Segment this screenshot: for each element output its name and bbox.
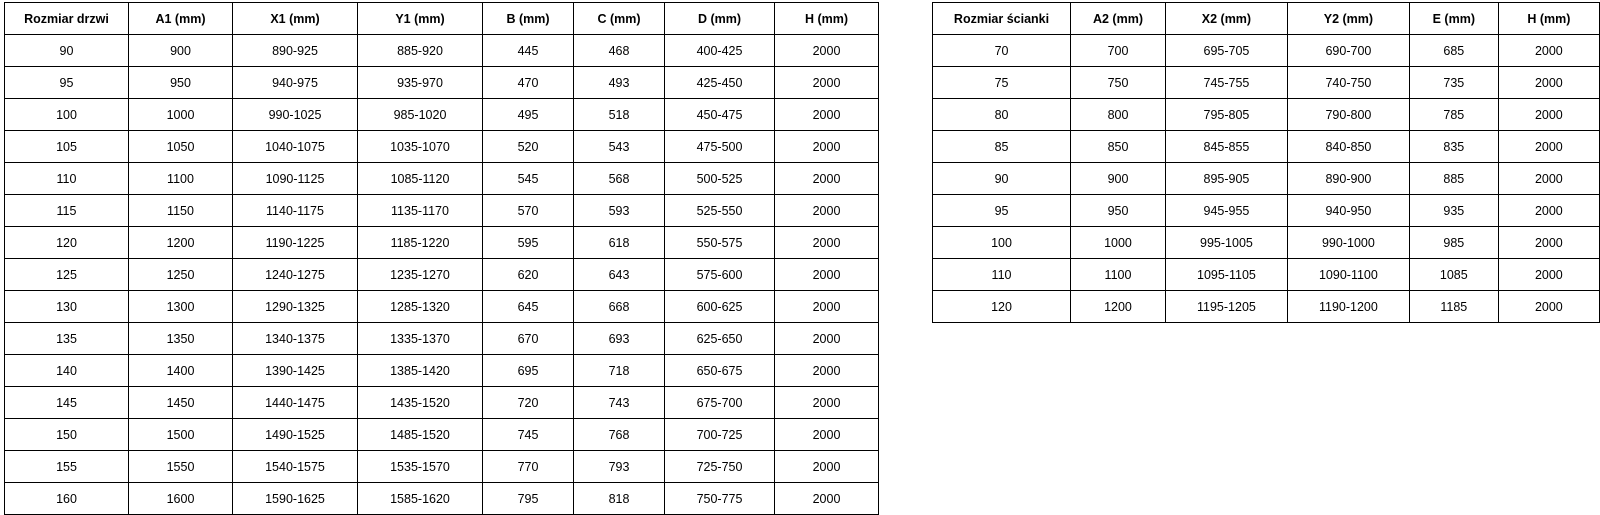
walls-table-head xyxy=(933,3,1600,35)
walls-cell: 1190-1200 xyxy=(1287,291,1409,323)
doors-cell: 620 xyxy=(483,259,574,291)
doors-cell: 600-625 xyxy=(665,291,775,323)
table-row xyxy=(5,99,879,131)
table-row xyxy=(933,67,1600,99)
doors-column-header: Rozmiar drzwi xyxy=(5,3,129,35)
walls-cell: 840-850 xyxy=(1287,131,1409,163)
walls-dimensions-table xyxy=(932,2,1600,323)
doors-cell: 695 xyxy=(483,355,574,387)
doors-cell: 545 xyxy=(483,163,574,195)
doors-table-body xyxy=(5,35,879,515)
walls-cell: 110 xyxy=(933,259,1071,291)
walls-cell: 1085 xyxy=(1409,259,1498,291)
walls-column-header: Rozmiar ścianki xyxy=(933,3,1071,35)
table-row xyxy=(5,323,879,355)
doors-cell: 2000 xyxy=(775,67,879,99)
doors-cell: 90 xyxy=(5,35,129,67)
table-row xyxy=(5,163,879,195)
doors-cell: 1200 xyxy=(129,227,233,259)
walls-cell: 1090-1100 xyxy=(1287,259,1409,291)
walls-cell: 750 xyxy=(1071,67,1166,99)
doors-cell: 2000 xyxy=(775,451,879,483)
doors-cell: 2000 xyxy=(775,163,879,195)
walls-cell: 985 xyxy=(1409,227,1498,259)
doors-cell: 720 xyxy=(483,387,574,419)
walls-cell: 95 xyxy=(933,195,1071,227)
table-row xyxy=(933,163,1600,195)
walls-cell: 1185 xyxy=(1409,291,1498,323)
doors-cell: 493 xyxy=(574,67,665,99)
walls-column-header: H (mm) xyxy=(1498,3,1599,35)
table-row xyxy=(5,451,879,483)
walls-cell: 100 xyxy=(933,227,1071,259)
walls-cell: 2000 xyxy=(1498,67,1599,99)
doors-cell: 105 xyxy=(5,131,129,163)
walls-table-body xyxy=(933,35,1600,323)
doors-cell: 1550 xyxy=(129,451,233,483)
doors-cell: 985-1020 xyxy=(358,99,483,131)
doors-cell: 425-450 xyxy=(665,67,775,99)
walls-cell: 2000 xyxy=(1498,195,1599,227)
table-header-row xyxy=(5,3,879,35)
doors-cell: 1035-1070 xyxy=(358,131,483,163)
doors-cell: 1390-1425 xyxy=(233,355,358,387)
doors-cell: 2000 xyxy=(775,99,879,131)
doors-cell: 1400 xyxy=(129,355,233,387)
doors-cell: 1285-1320 xyxy=(358,291,483,323)
doors-cell: 2000 xyxy=(775,483,879,515)
doors-column-header: A1 (mm) xyxy=(129,3,233,35)
table-header-row xyxy=(933,3,1600,35)
table-row xyxy=(5,355,879,387)
doors-cell: 2000 xyxy=(775,227,879,259)
doors-cell: 1350 xyxy=(129,323,233,355)
walls-cell: 2000 xyxy=(1498,163,1599,195)
doors-cell: 595 xyxy=(483,227,574,259)
doors-cell: 900 xyxy=(129,35,233,67)
walls-column-header: E (mm) xyxy=(1409,3,1498,35)
doors-cell: 1085-1120 xyxy=(358,163,483,195)
doors-cell: 668 xyxy=(574,291,665,323)
doors-cell: 575-600 xyxy=(665,259,775,291)
walls-cell: 845-855 xyxy=(1165,131,1287,163)
doors-cell: 1050 xyxy=(129,131,233,163)
walls-cell: 935 xyxy=(1409,195,1498,227)
walls-cell: 835 xyxy=(1409,131,1498,163)
table-row xyxy=(933,259,1600,291)
doors-cell: 768 xyxy=(574,419,665,451)
doors-cell: 1190-1225 xyxy=(233,227,358,259)
doors-cell: 115 xyxy=(5,195,129,227)
doors-cell: 1235-1270 xyxy=(358,259,483,291)
doors-cell: 1490-1525 xyxy=(233,419,358,451)
walls-column-header: X2 (mm) xyxy=(1165,3,1287,35)
doors-cell: 1000 xyxy=(129,99,233,131)
walls-cell: 70 xyxy=(933,35,1071,67)
walls-cell: 1195-1205 xyxy=(1165,291,1287,323)
doors-cell: 940-975 xyxy=(233,67,358,99)
doors-cell: 2000 xyxy=(775,323,879,355)
table-row xyxy=(933,195,1600,227)
table-row xyxy=(5,227,879,259)
table-row xyxy=(5,259,879,291)
walls-cell: 850 xyxy=(1071,131,1166,163)
walls-cell: 2000 xyxy=(1498,99,1599,131)
table-row xyxy=(5,387,879,419)
doors-cell: 145 xyxy=(5,387,129,419)
walls-cell: 685 xyxy=(1409,35,1498,67)
walls-cell: 895-905 xyxy=(1165,163,1287,195)
walls-cell: 1000 xyxy=(1071,227,1166,259)
doors-cell: 1290-1325 xyxy=(233,291,358,323)
doors-cell: 495 xyxy=(483,99,574,131)
doors-cell: 135 xyxy=(5,323,129,355)
doors-cell: 1240-1275 xyxy=(233,259,358,291)
doors-column-header: Y1 (mm) xyxy=(358,3,483,35)
table-row xyxy=(5,35,879,67)
doors-cell: 650-675 xyxy=(665,355,775,387)
doors-cell: 120 xyxy=(5,227,129,259)
doors-cell: 160 xyxy=(5,483,129,515)
doors-cell: 1440-1475 xyxy=(233,387,358,419)
doors-cell: 670 xyxy=(483,323,574,355)
table-row xyxy=(933,291,1600,323)
walls-cell: 995-1005 xyxy=(1165,227,1287,259)
walls-cell: 90 xyxy=(933,163,1071,195)
doors-table-head xyxy=(5,3,879,35)
doors-column-header: X1 (mm) xyxy=(233,3,358,35)
doors-cell: 675-700 xyxy=(665,387,775,419)
doors-cell: 1340-1375 xyxy=(233,323,358,355)
walls-cell: 1200 xyxy=(1071,291,1166,323)
walls-cell: 700 xyxy=(1071,35,1166,67)
walls-cell: 950 xyxy=(1071,195,1166,227)
doors-cell: 450-475 xyxy=(665,99,775,131)
doors-dimensions-table xyxy=(4,2,879,515)
walls-cell: 745-755 xyxy=(1165,67,1287,99)
doors-cell: 110 xyxy=(5,163,129,195)
doors-column-header: B (mm) xyxy=(483,3,574,35)
doors-cell: 2000 xyxy=(775,259,879,291)
doors-cell: 935-970 xyxy=(358,67,483,99)
doors-cell: 155 xyxy=(5,451,129,483)
doors-dimensions-table-container xyxy=(4,2,879,515)
doors-cell: 725-750 xyxy=(665,451,775,483)
table-row xyxy=(933,35,1600,67)
doors-cell: 1590-1625 xyxy=(233,483,358,515)
walls-cell: 120 xyxy=(933,291,1071,323)
table-row xyxy=(933,227,1600,259)
walls-cell: 795-805 xyxy=(1165,99,1287,131)
doors-cell: 1300 xyxy=(129,291,233,323)
doors-cell: 793 xyxy=(574,451,665,483)
table-row xyxy=(5,291,879,323)
walls-cell: 1095-1105 xyxy=(1165,259,1287,291)
doors-cell: 1040-1075 xyxy=(233,131,358,163)
walls-cell: 900 xyxy=(1071,163,1166,195)
doors-cell: 693 xyxy=(574,323,665,355)
doors-cell: 2000 xyxy=(775,419,879,451)
doors-cell: 718 xyxy=(574,355,665,387)
walls-column-header: A2 (mm) xyxy=(1071,3,1166,35)
doors-cell: 1485-1520 xyxy=(358,419,483,451)
table-row xyxy=(5,483,879,515)
doors-cell: 1540-1575 xyxy=(233,451,358,483)
doors-column-header: H (mm) xyxy=(775,3,879,35)
doors-cell: 643 xyxy=(574,259,665,291)
doors-cell: 1185-1220 xyxy=(358,227,483,259)
doors-cell: 2000 xyxy=(775,195,879,227)
walls-cell: 2000 xyxy=(1498,131,1599,163)
walls-cell: 885 xyxy=(1409,163,1498,195)
doors-cell: 1450 xyxy=(129,387,233,419)
table-row xyxy=(933,131,1600,163)
doors-cell: 2000 xyxy=(775,355,879,387)
doors-cell: 568 xyxy=(574,163,665,195)
doors-cell: 445 xyxy=(483,35,574,67)
doors-cell: 990-1025 xyxy=(233,99,358,131)
doors-cell: 1500 xyxy=(129,419,233,451)
doors-cell: 100 xyxy=(5,99,129,131)
walls-cell: 785 xyxy=(1409,99,1498,131)
walls-cell: 800 xyxy=(1071,99,1166,131)
doors-cell: 750-775 xyxy=(665,483,775,515)
doors-cell: 1435-1520 xyxy=(358,387,483,419)
walls-cell: 740-750 xyxy=(1287,67,1409,99)
doors-cell: 2000 xyxy=(775,291,879,323)
table-row xyxy=(933,99,1600,131)
walls-cell: 2000 xyxy=(1498,227,1599,259)
walls-cell: 945-955 xyxy=(1165,195,1287,227)
table-row xyxy=(5,67,879,99)
doors-cell: 1140-1175 xyxy=(233,195,358,227)
doors-cell: 700-725 xyxy=(665,419,775,451)
doors-cell: 890-925 xyxy=(233,35,358,67)
doors-cell: 500-525 xyxy=(665,163,775,195)
doors-cell: 125 xyxy=(5,259,129,291)
walls-cell: 695-705 xyxy=(1165,35,1287,67)
walls-cell: 690-700 xyxy=(1287,35,1409,67)
doors-cell: 1600 xyxy=(129,483,233,515)
doors-cell: 1385-1420 xyxy=(358,355,483,387)
doors-cell: 468 xyxy=(574,35,665,67)
doors-cell: 1585-1620 xyxy=(358,483,483,515)
doors-cell: 885-920 xyxy=(358,35,483,67)
doors-column-header: D (mm) xyxy=(665,3,775,35)
doors-cell: 1535-1570 xyxy=(358,451,483,483)
doors-cell: 745 xyxy=(483,419,574,451)
doors-cell: 795 xyxy=(483,483,574,515)
walls-cell: 1100 xyxy=(1071,259,1166,291)
walls-cell: 790-800 xyxy=(1287,99,1409,131)
table-row xyxy=(5,131,879,163)
doors-cell: 1100 xyxy=(129,163,233,195)
walls-cell: 735 xyxy=(1409,67,1498,99)
doors-cell: 570 xyxy=(483,195,574,227)
doors-column-header: C (mm) xyxy=(574,3,665,35)
walls-cell: 85 xyxy=(933,131,1071,163)
doors-cell: 518 xyxy=(574,99,665,131)
walls-cell: 890-900 xyxy=(1287,163,1409,195)
walls-cell: 990-1000 xyxy=(1287,227,1409,259)
doors-cell: 2000 xyxy=(775,131,879,163)
doors-cell: 2000 xyxy=(775,387,879,419)
doors-cell: 625-650 xyxy=(665,323,775,355)
walls-cell: 75 xyxy=(933,67,1071,99)
doors-cell: 2000 xyxy=(775,35,879,67)
doors-cell: 950 xyxy=(129,67,233,99)
doors-cell: 543 xyxy=(574,131,665,163)
doors-cell: 1135-1170 xyxy=(358,195,483,227)
doors-cell: 618 xyxy=(574,227,665,259)
walls-cell: 2000 xyxy=(1498,35,1599,67)
doors-cell: 743 xyxy=(574,387,665,419)
doors-cell: 818 xyxy=(574,483,665,515)
doors-cell: 1335-1370 xyxy=(358,323,483,355)
doors-cell: 475-500 xyxy=(665,131,775,163)
doors-cell: 1150 xyxy=(129,195,233,227)
doors-cell: 130 xyxy=(5,291,129,323)
walls-cell: 940-950 xyxy=(1287,195,1409,227)
doors-cell: 1250 xyxy=(129,259,233,291)
doors-cell: 140 xyxy=(5,355,129,387)
doors-cell: 645 xyxy=(483,291,574,323)
doors-cell: 520 xyxy=(483,131,574,163)
walls-cell: 2000 xyxy=(1498,259,1599,291)
doors-cell: 593 xyxy=(574,195,665,227)
table-row xyxy=(5,419,879,451)
walls-cell: 80 xyxy=(933,99,1071,131)
doors-cell: 550-575 xyxy=(665,227,775,259)
walls-column-header: Y2 (mm) xyxy=(1287,3,1409,35)
doors-cell: 525-550 xyxy=(665,195,775,227)
doors-cell: 95 xyxy=(5,67,129,99)
doors-cell: 470 xyxy=(483,67,574,99)
doors-cell: 150 xyxy=(5,419,129,451)
doors-cell: 770 xyxy=(483,451,574,483)
table-row xyxy=(5,195,879,227)
walls-cell: 2000 xyxy=(1498,291,1599,323)
doors-cell: 1090-1125 xyxy=(233,163,358,195)
walls-dimensions-table-container xyxy=(932,2,1600,323)
doors-cell: 400-425 xyxy=(665,35,775,67)
